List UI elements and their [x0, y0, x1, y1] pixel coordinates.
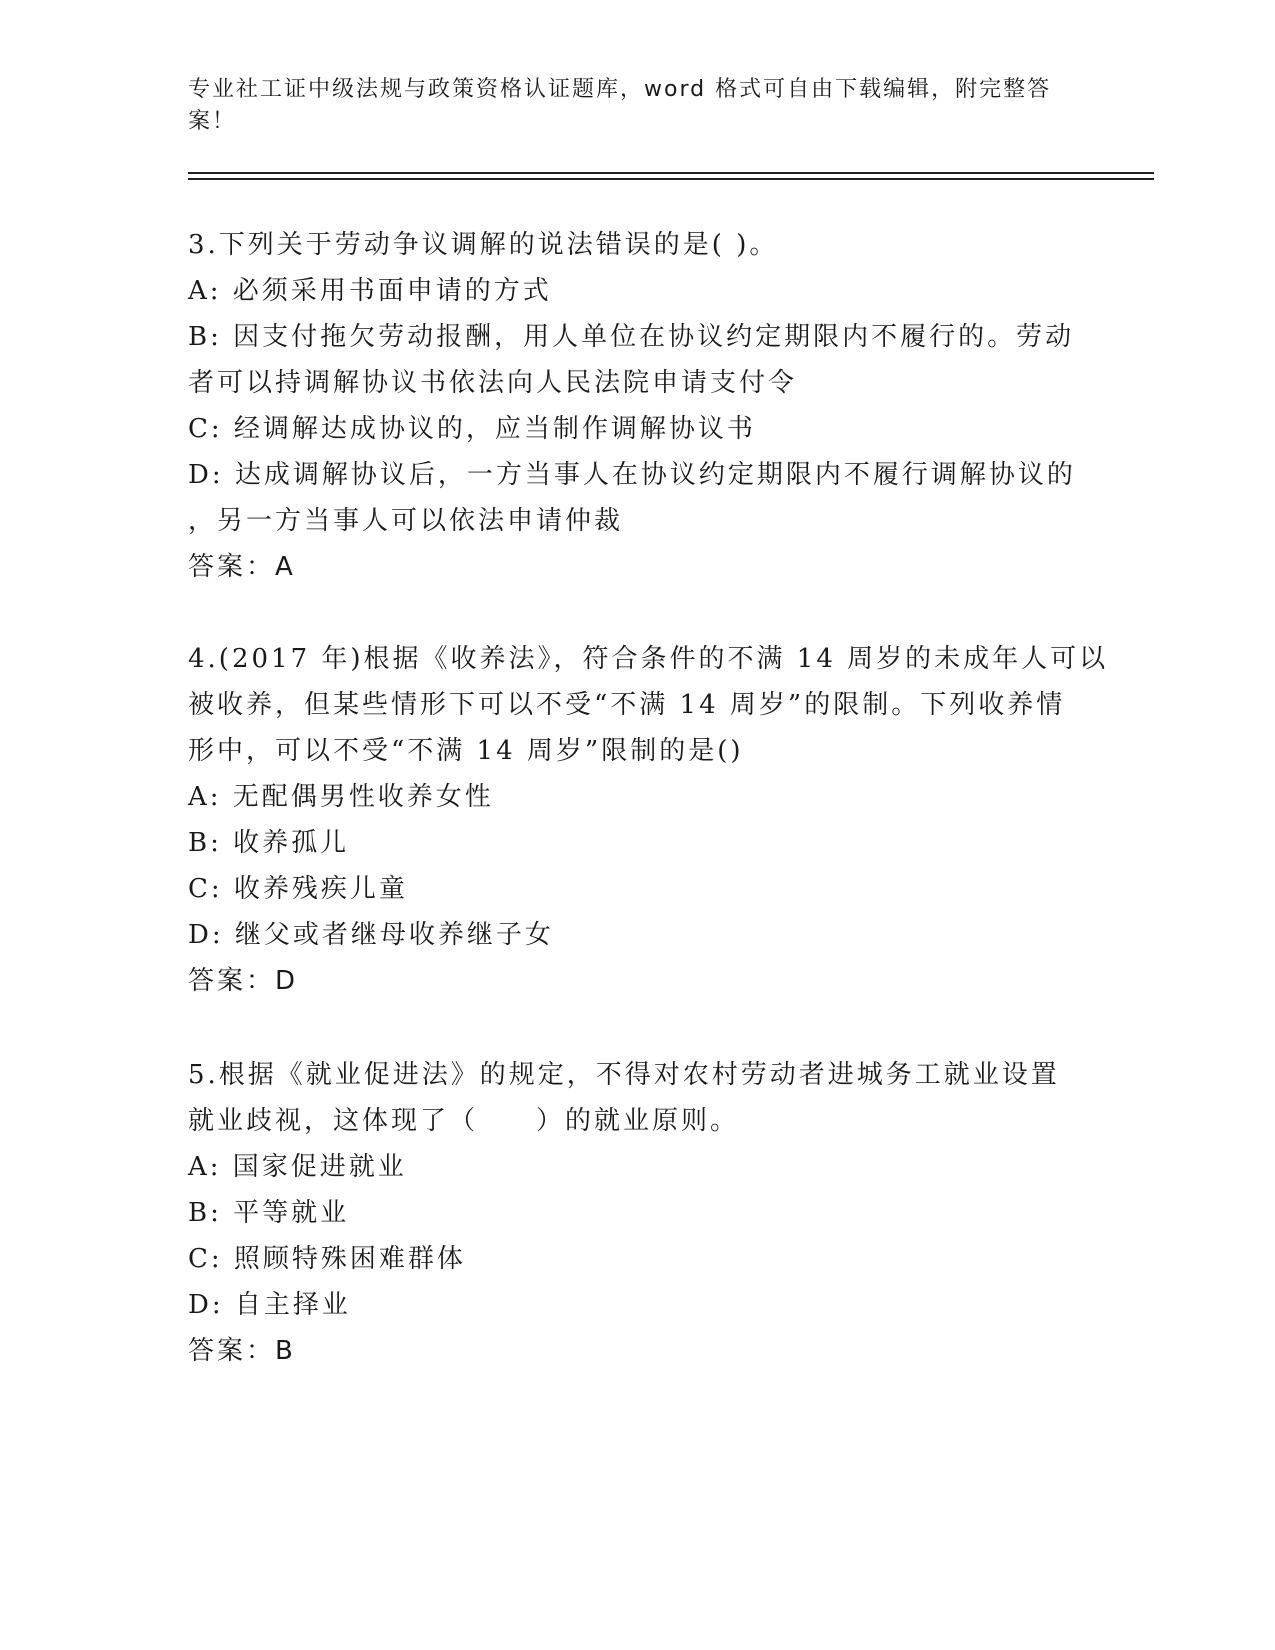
- question-4: [188, 636, 1109, 1004]
- option-d: D: 自主择业: [188, 1290, 351, 1320]
- option-c: C: 收养残疾儿童: [188, 874, 408, 904]
- option-d-continued: ，另一方当事人可以依法申请仲裁: [188, 506, 624, 536]
- option-b-continued: 者可以持调解协议书依法向人民法院申请支付令: [188, 368, 798, 398]
- answer-line: 答案：B: [188, 1336, 296, 1366]
- question-stem-continued: 形中，可以不受“不满 14 周岁”限制的是(): [188, 736, 744, 766]
- question-stem: 5.根据《就业促进法》的规定，不得对农村劳动者进城务工就业设置: [188, 1060, 1060, 1090]
- header-divider: [188, 172, 1154, 174]
- header-line: 专业社工证中级法规与政策资格认证题库，word 格式可自由下载编辑，附完整答: [188, 77, 1052, 102]
- option-b: B: 平等就业: [188, 1198, 350, 1228]
- option-c: C: 经调解达成协议的，应当制作调解协议书: [188, 414, 756, 444]
- header-divider: [188, 178, 1154, 180]
- option-b: B: 因支付拖欠劳动报酬，用人单位在协议约定期限内不履行的。劳动: [188, 322, 1075, 352]
- answer-line: 答案：D: [188, 966, 299, 996]
- question-5: [188, 1052, 1088, 1374]
- option-d: D: 继父或者继母收养继子女: [188, 920, 554, 950]
- option-d: D: 达成调解协议后，一方当事人在协议约定期限内不履行调解协议的: [188, 460, 1076, 490]
- question-3: [188, 222, 1088, 590]
- answer-line: 答案：A: [188, 552, 296, 582]
- option-a: A: 必须采用书面申请的方式: [188, 276, 552, 306]
- question-stem: 4.(2017 年)根据《收养法》，符合条件的不满 14 周岁的未成年人可以: [188, 644, 1109, 674]
- document-header: [188, 74, 1078, 138]
- option-c: C: 照顾特殊困难群体: [188, 1244, 466, 1274]
- question-stem-continued: 就业歧视，这体现了（ ）的就业原则。: [188, 1106, 740, 1136]
- option-b: B: 收养孤儿: [188, 828, 350, 858]
- option-a: A: 国家促进就业: [188, 1152, 407, 1182]
- question-stem-continued: 被收养，但某些情形下可以不受“不满 14 周岁”的限制。下列收养情: [188, 690, 1066, 720]
- option-a: A: 无配偶男性收养女性: [188, 782, 494, 812]
- question-stem: 3.下列关于劳动争议调解的说法错误的是( )。: [188, 230, 779, 260]
- header-line: 案！: [188, 109, 237, 134]
